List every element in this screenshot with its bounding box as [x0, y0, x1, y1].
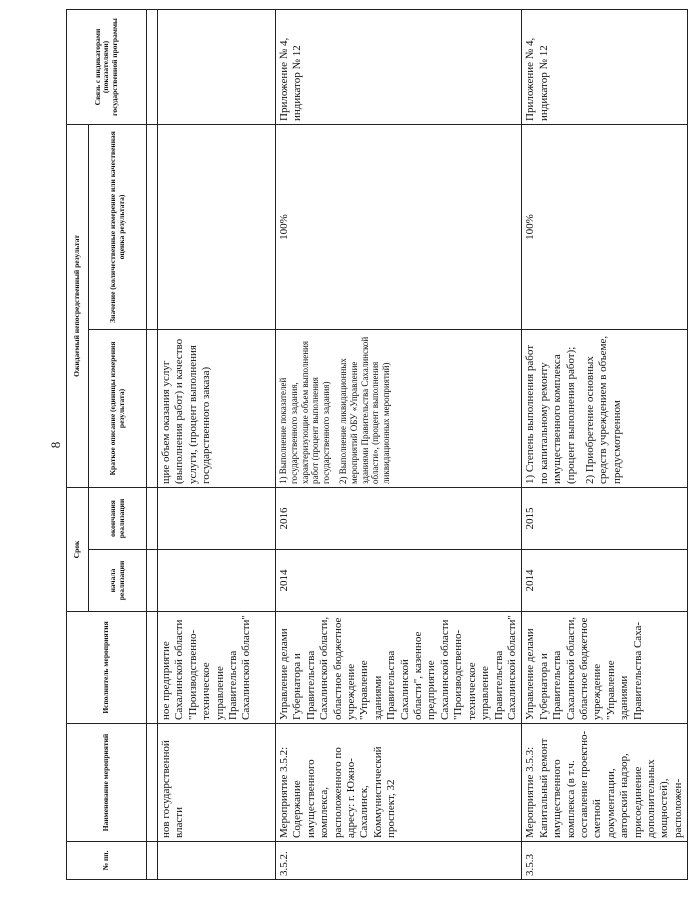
- row-link: Приложение № 4, индикатор № 12: [522, 9, 688, 124]
- measures-table: [66, 9, 688, 880]
- header-name: Наименование мероприятий: [67, 724, 147, 842]
- row-desc: [276, 329, 522, 487]
- page-number: 8: [48, 441, 63, 449]
- row-desc: [522, 329, 688, 487]
- column-number-row: [147, 9, 158, 879]
- header-expected-short: Краткое описание (единицы измерения результата): [89, 329, 147, 487]
- header-term: Срок: [67, 487, 89, 611]
- table-row: [276, 9, 522, 879]
- row-desc-item: 1) Выполнение показателей государственного задания, характеризующие объем выполнения работ (процент выполнения государственного задания): [278, 341, 332, 484]
- row-value: [158, 124, 276, 329]
- header-link: Связь с индикаторами (показателями) государственной программы: [67, 9, 147, 124]
- row-desc-item: 1) Степень выполнения работ по капитальному ремонту имущественного комплекса (процент выполнения работ);: [524, 344, 577, 484]
- row-name: Мероприятие 3.5.3: Капитальный ремонт имущественного комплекса (в т.ч. составление проектно-сметной документации, авторский надзор, присоединение дополнительных мощностей), расположен-: [522, 724, 688, 842]
- row-start: 2014: [276, 550, 522, 612]
- row-executor: Управление делами Губернатора и Правительства Сахалинской области, областное бюджетное учреждение "Управление зданиями Правительства Саха-: [522, 612, 688, 724]
- row-start: 2014: [522, 550, 688, 612]
- row-end: [158, 487, 276, 549]
- rotated-page: [48, 10, 684, 880]
- header-expected: Ожидаемый непосредственный результат: [67, 124, 89, 487]
- row-value: 100%: [522, 124, 688, 329]
- row-desc: [158, 329, 276, 487]
- row-link: [158, 9, 276, 124]
- header-term-start: начала реализации: [89, 550, 147, 612]
- row-num: 3.5.3: [522, 842, 688, 880]
- row-num: 3.5.2.: [276, 842, 522, 880]
- row-value: 100%: [276, 124, 522, 329]
- row-num: [158, 842, 276, 880]
- header-num: № пп.: [67, 842, 147, 880]
- header-term-end: окончания реализации: [89, 487, 147, 549]
- row-end: 2016: [276, 487, 522, 549]
- header-expected-value: Значение (количественные измерение или качественная оценка результата): [89, 124, 147, 329]
- row-link: Приложение № 4, индикатор № 12: [276, 9, 522, 124]
- header-executor: Исполнитель мероприятия: [67, 612, 147, 724]
- row-name: нов государственной власти: [158, 724, 276, 842]
- row-name: Мероприятие 3.5.2: Содержание имущественного комплекса, расположенного по адресу: г. Южно-Сахалинск, Коммунистический проспект, 32: [276, 724, 522, 842]
- row-desc-item: щие объем оказания услуг (выполнения работ) и качество услуги, (процент выполнения государственного заказа): [160, 338, 213, 484]
- row-executor: Управление делами Губернатора и Правительства Сахалинской области, областное бюджетное учреждение "Управление зданиями Правительства Сахалинской области", казенное предприятие Сахалинской области "Производственно-техническое управление Правительства Сахалинской области": [276, 612, 522, 724]
- row-desc-item: 2) Приобретение основных средств учреждением в объеме, предусмотренном: [583, 335, 623, 484]
- table-row: [158, 9, 276, 879]
- table-row: [522, 9, 688, 879]
- row-desc-item: 2) Выполнение ликвидационных мероприятий ОБУ «Управление зданиями Правительства Сахалинской области», (процент выполнения ликвидационных мероприятий): [337, 336, 392, 484]
- row-end: 2015: [522, 487, 688, 549]
- row-executor: ное предприятие Сахалинской области "Производственно-техническое управление Правительства Сахалинской области": [158, 612, 276, 724]
- row-start: [158, 550, 276, 612]
